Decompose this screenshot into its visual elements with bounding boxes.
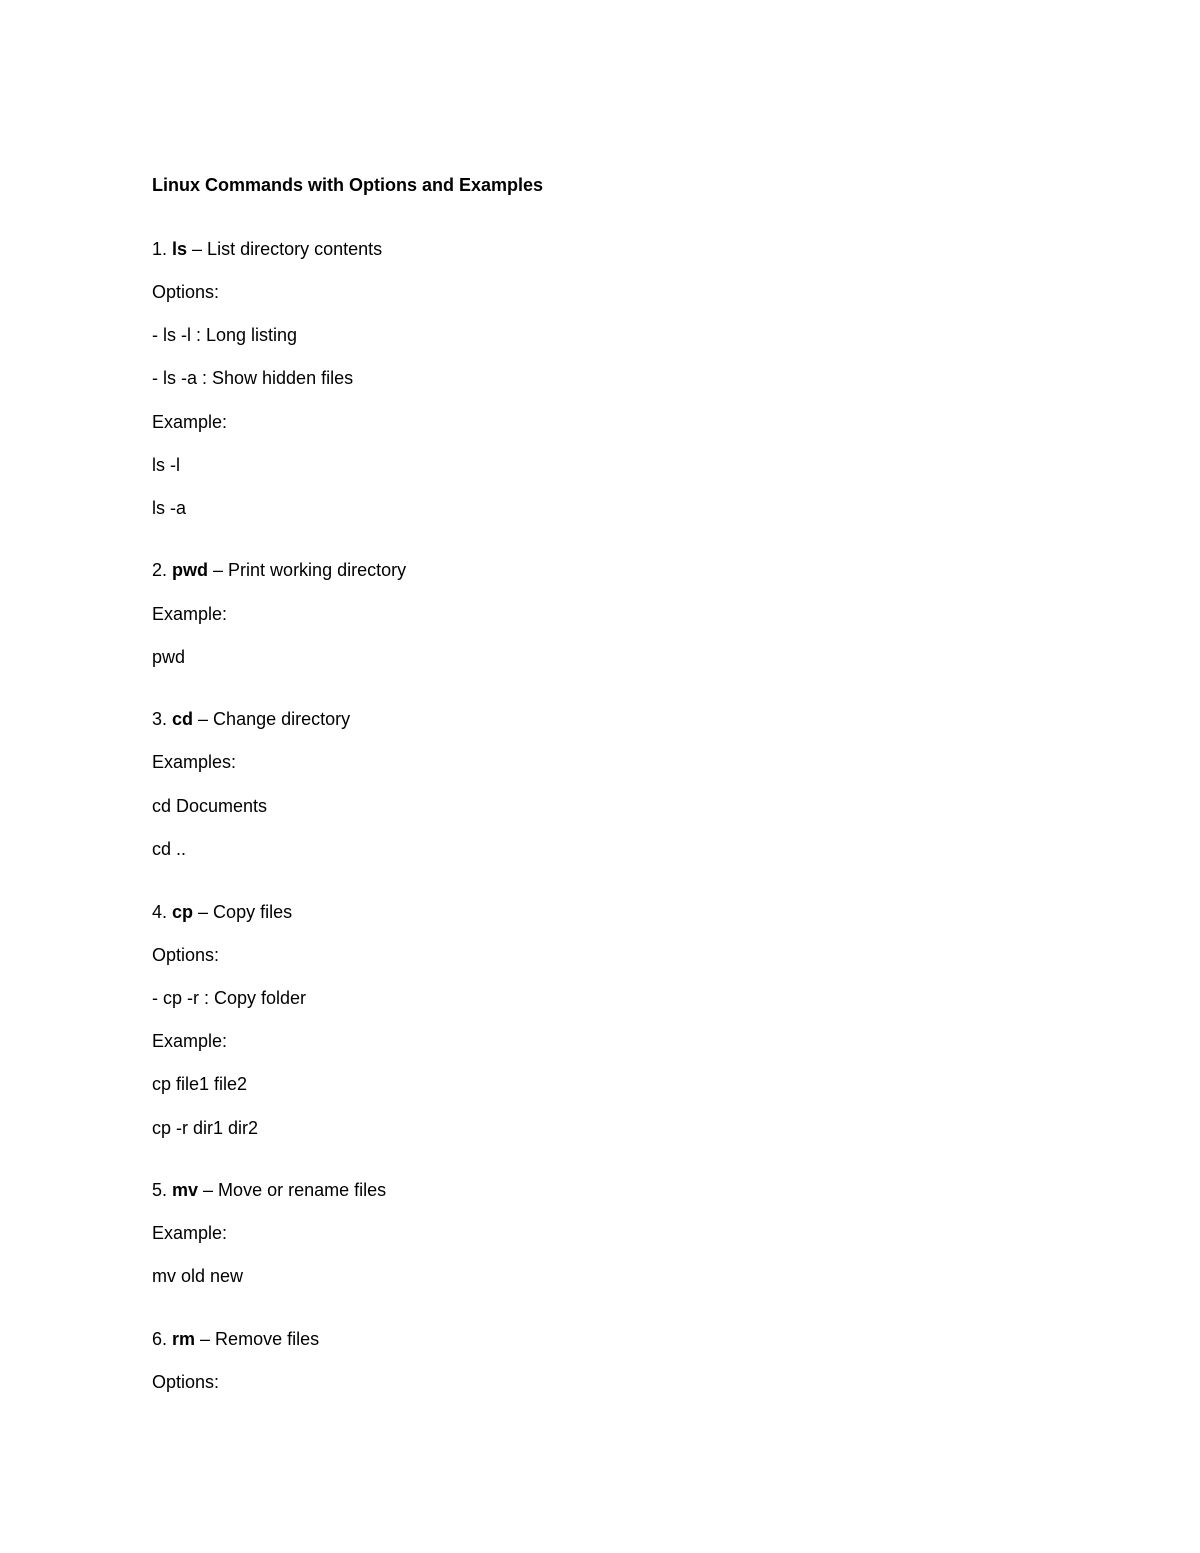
command-name: pwd xyxy=(172,560,209,580)
example-line: mv old new xyxy=(152,1266,244,1286)
section-number: 1. xyxy=(152,239,168,259)
example-label: Example: xyxy=(152,1223,228,1243)
command-name: cp xyxy=(172,902,194,922)
option-line: - ls -l : Long listing xyxy=(152,325,298,345)
section-heading-mv xyxy=(152,1178,386,1202)
section-number: 3. xyxy=(152,709,168,729)
section-heading-pwd xyxy=(152,558,406,582)
example-label: Example: xyxy=(152,1031,228,1051)
section-number: 6. xyxy=(152,1329,168,1349)
example-label: Examples: xyxy=(152,752,237,772)
section-heading-cp xyxy=(152,900,292,924)
section-heading-rm xyxy=(152,1327,319,1351)
example-line: cp file1 file2 xyxy=(152,1074,248,1094)
command-description: – List directory contents xyxy=(187,239,383,259)
example-line: cp -r dir1 dir2 xyxy=(152,1118,259,1138)
example-label: Example: xyxy=(152,604,228,624)
example-line: cd Documents xyxy=(152,796,268,816)
example-line: cd .. xyxy=(152,839,187,859)
command-description: – Change directory xyxy=(193,709,351,729)
command-name: mv xyxy=(172,1180,199,1200)
command-name: cd xyxy=(172,709,194,729)
options-label: Options: xyxy=(152,282,220,302)
example-line: ls -l xyxy=(152,455,180,475)
command-description: – Print working directory xyxy=(208,560,407,580)
command-description: – Move or rename files xyxy=(198,1180,387,1200)
section-heading-cd xyxy=(152,707,350,731)
command-description: – Copy files xyxy=(193,902,293,922)
command-description: – Remove files xyxy=(195,1329,320,1349)
section-number: 5. xyxy=(152,1180,168,1200)
document-title: Linux Commands with Options and Examples xyxy=(152,175,544,195)
command-name: rm xyxy=(172,1329,196,1349)
option-line: - ls -a : Show hidden files xyxy=(152,368,354,388)
example-label: Example: xyxy=(152,412,228,432)
example-line: pwd xyxy=(152,647,186,667)
option-line: - cp -r : Copy folder xyxy=(152,988,307,1008)
section-number: 2. xyxy=(152,560,168,580)
options-label: Options: xyxy=(152,945,220,965)
example-line: ls -a xyxy=(152,498,187,518)
command-name: ls xyxy=(172,239,188,259)
options-label: Options: xyxy=(152,1372,220,1392)
section-heading-ls xyxy=(152,237,382,261)
section-number: 4. xyxy=(152,902,168,922)
